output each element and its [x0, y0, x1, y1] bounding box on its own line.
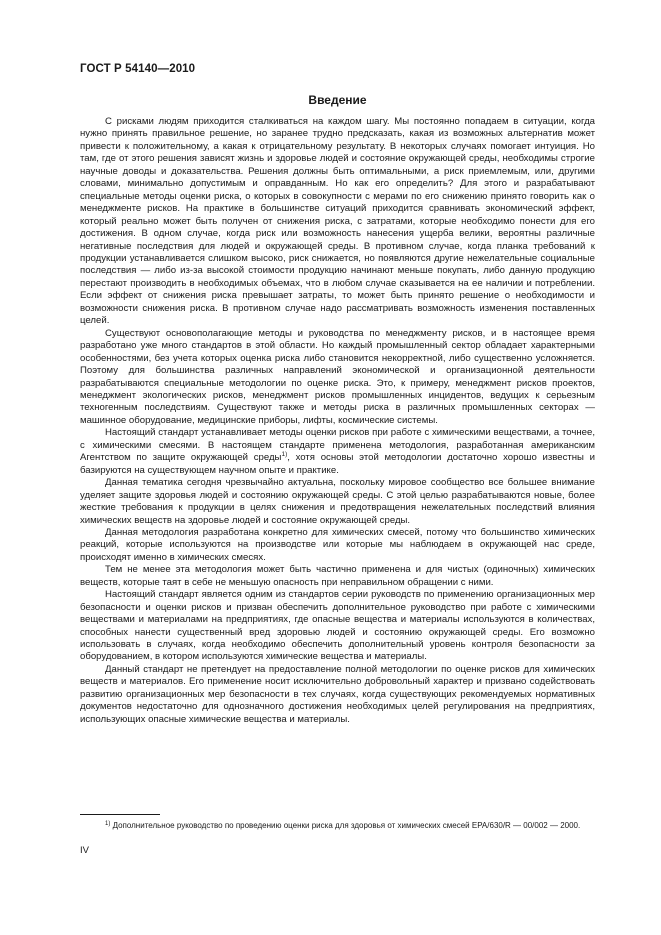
- footnote-reference: 1): [281, 451, 288, 459]
- paragraph: Данная тематика сегодня чрезвычайно актуальна, поскольку мировое сообщество все большее внимание уделяет защите здоровья людей и состоянию окружающей среды. С этой целью разрабатываются новые, более жесткие требования к продукции в целях снижения и предотвращения нежелательных последствий влияния химических веществ на здоровье людей и состояние окружающей среды.: [80, 477, 595, 526]
- paragraph-text: Настоящий стандарт устанавливает методы оценки рисков при работе с химическими веществами, а точнее, с химическими смесями. В настоящем стандарте применена методология, разработанная американским Агентством по защите окружающей среды: [80, 427, 595, 464]
- paragraph: Данная методология разработана конкретно для химических смесей, потому что большинство химических реакций, которые используются на производстве или которые мы наблюдаем в окружающей нас среде, происходят именно в химических смесях.: [80, 526, 595, 563]
- paragraph: Тем не менее эта методология может быть частично применена и для чистых (одиночных) химических веществ, которые таят в себе не меньшую опасность при неправильном обращении с ними.: [80, 564, 595, 588]
- paragraph: Существуют основополагающие методы и руководства по менеджменту рисков, и в настоящее время разработано уже много стандартов в этой области. Но каждый промышленный сектор обладает характерными особенностями, без учета которых оценка риска либо становится некорректной, либо существенно усложняется. Поэтому для большинства различных направлений экономической и организационной деятельности разрабатываются специальные методологии по оценке риска. Это, к примеру, менеджмент рисков проектов, менеджмент экологических рисков, менеджмент рисков промышленных инцидентов, ведущих к серьезным техногенным последствиям. Существуют также и методы риска в различных промышленных секторах — машинное оборудование, медицинские приборы, лифты, космические системы.: [80, 327, 595, 426]
- body-text: [80, 116, 595, 726]
- paragraph-text-continued: , хотя основы этой методологии достаточно хорошо известны и базируются на существующем научном опыте и практике.: [80, 452, 595, 476]
- paragraph: Настоящий стандарт является одним из стандартов серии руководств по применению организационных мер безопасности и оценки рисков и призван обеспечить дополнительное руководство при работе с химическими веществами и материалами на предприятиях, где опасные вещества и материалы используются в количествах, способных нанести существенный вред здоровью людей и состоянию окружающей среды. Его возможно использовать в случаях, когда необходимо обеспечить дополнительный уровень контроля безопасности за оборудованием, в котором используются химические вещества и материалы.: [80, 589, 595, 663]
- footnote-marker: 1): [105, 821, 111, 827]
- paragraph: [80, 427, 595, 477]
- section-title: Введение: [308, 93, 367, 107]
- page-number: IV: [80, 845, 89, 856]
- footnote: [80, 821, 595, 832]
- paragraph: Данный стандарт не претендует на предоставление полной методологии по оценке рисков для химических веществ и материалов. Его применение носит исключительно добровольный характер и призвано содействовать развитию организационных мер безопасности в тех случаях, когда существующих рекомендуемых нормативных документов недостаточно для однозначного достижения необходимых целей регулирования на предприятиях, использующих опасные химические вещества и материалы.: [80, 663, 595, 725]
- footnote-divider: [80, 814, 160, 815]
- standard-designation: ГОСТ Р 54140—2010: [80, 63, 196, 75]
- paragraph: С рисками людям приходится сталкиваться на каждом шагу. Мы постоянно попадаем в ситуации, когда нужно принять правильное решение, но заранее трудно предсказать, какая из возможных альтернатив может привести к положительному, а какая к отрицательному результату. В некоторых случаях помогает интуиция. Но там, где от этого решения зависят жизнь и здоровье людей и состояние окружающей среды, необходимы строгие научные доводы и доказательства. Решения должны быть оптимальными, а риск приемлемым, или, другими словами, минимально допустимым и оправданным. Но как его определить? Для этого и разрабатывают специальные методы оценки риска, о которых в совокупности с мерами по его снижению принято говорить как о менеджменте рисков. На практике в большинстве ситуаций приходится сравнивать экономический эффект, который реально может быть получен от снижения риска, с затратами, которые необходимо понести для его достижения. В одном случае, когда риск или возможность нанесения ущерба велики, вероятны различные негативные последствия для людей и окружающей среды. В противном случае, когда планка требований к продукции устанавливается слишком высоко, риск снижается, но появляются другие нежелательные социальные последствия — либо из-за высокой стоимости продукцию начинают меньше покупать, либо данную продукцию перестают производить в необходимых объемах, что в любом случае сказывается на ее наличии и потреблении. Если эффект от снижения риска превышает затраты, то может быть принято решение о необходимости и возможности снижения риска. В противном случае надо рассматривать возможность изменения поставленных целей.: [80, 116, 595, 327]
- footnote-text: Дополнительное руководство по проведению оценки риска для здоровья от химических смесей EPA/630/R — 00/002 — 2000.: [112, 821, 581, 830]
